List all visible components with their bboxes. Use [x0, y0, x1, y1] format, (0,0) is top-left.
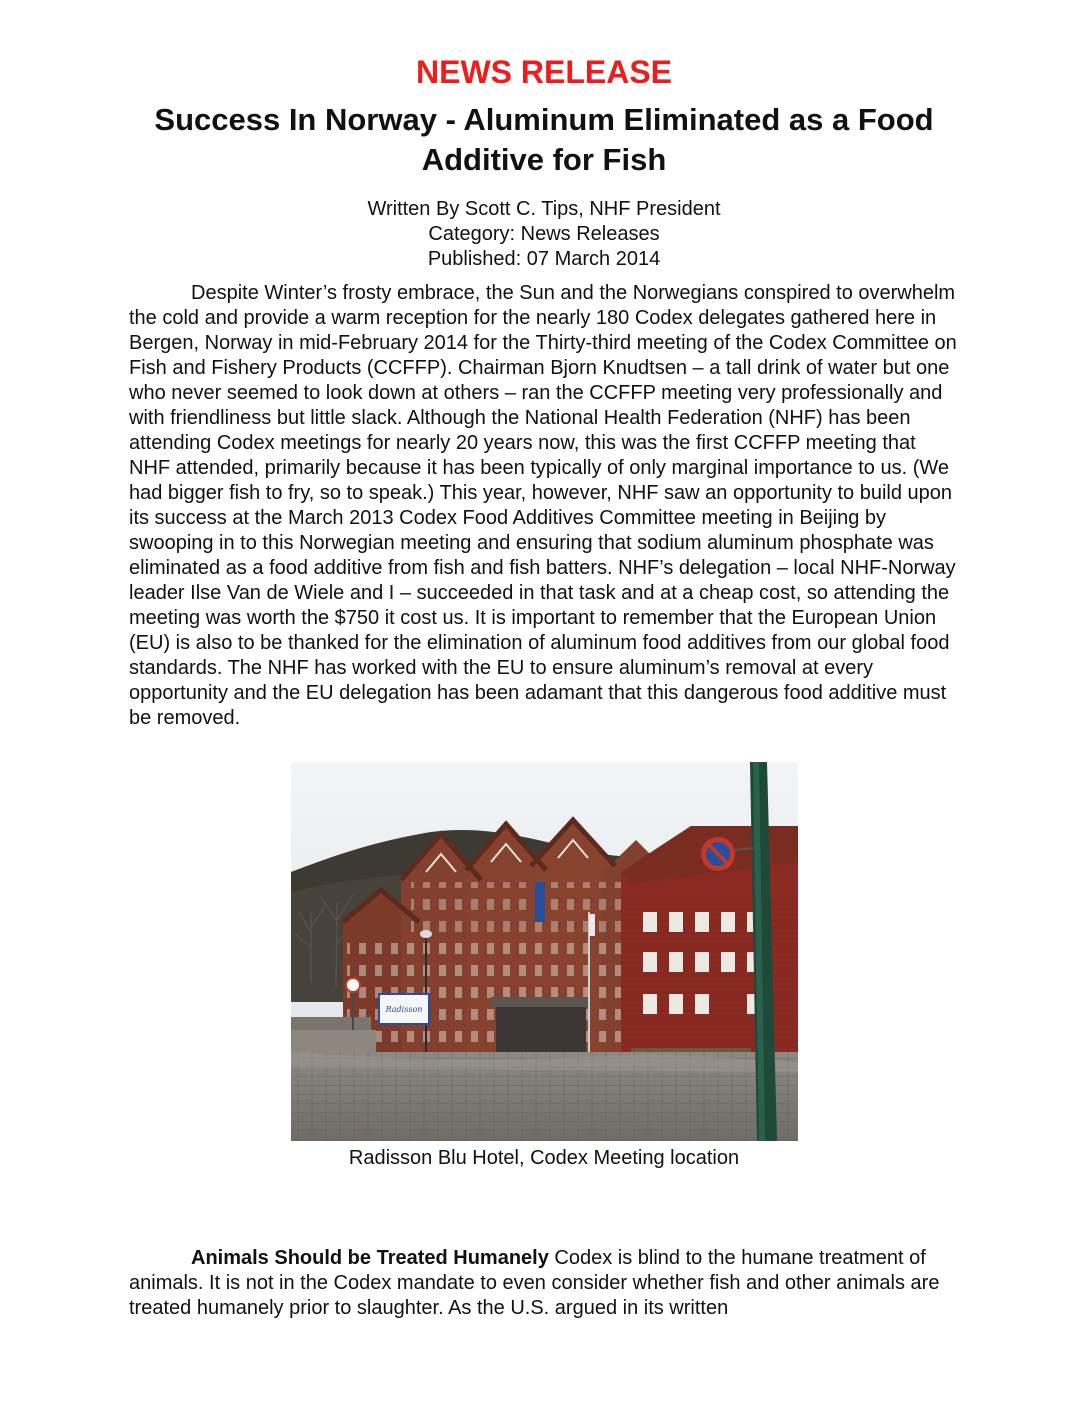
category-line: Category: News Releases: [428, 223, 660, 245]
photo-sign-text: Radisson: [385, 1005, 423, 1014]
article-paragraph: Despite Winter’s frosty embrace, the Sun and the Norwegians conspired to overwhelm the cold and provide a warm reception for the nearly 180 Codex delegates gathered here in Bergen, Norway in mid-February 2014 for the Thirty-third meeting of the Codex Committee on Fish and Fishery Products (CCFFP). Chairman Bjorn Knudtsen – a tall drink of water but one who never seemed to look down at others – ran the CCFFP meeting very professionally and with friendliness but little slack. Although the National Health Federation (NHF) has been attending Codex meetings for nearly 20 years now, this was the first CCFFP meeting that NHF attended, primarily because it has been typically of only marginal importance to us. (We had bigger fish to fry, so to speak.) This year, however, NHF saw an opportunity to build upon its success at the March 2013 Codex Food Additives Committee meeting in Beijing by swooping in to this Norwegian meeting and ensuring that sodium aluminum phosphate was eliminated as a food additive from fish and fish batters. NHF’s delegation – local NHF-Norway leader Ilse Van de Wiele and I – succeeded in that task and at a cheap cost, so attending the meeting was worth the $750 it cost us. It is important to remember that the European Union (EU) is also to be thanked for the elimination of aluminum food additives from our global food standards. The NHF has worked with the EU to ensure aluminum’s removal at every opportunity and the EU delegation has been adamant that this dangerous food additive must be removed.: [129, 282, 957, 729]
article-meta: [0, 197, 1088, 272]
photo-caption: Radisson Blu Hotel, Codex Meeting location: [348, 1147, 740, 1169]
news-release-label: NEWS RELEASE: [415, 54, 673, 90]
hotel-photo: [291, 762, 798, 1141]
author-line: Written By Scott C. Tips, NHF President: [367, 198, 721, 220]
article-paragraph-humane: [129, 1246, 959, 1321]
section-heading: Animals Should be Treated Humanely: [191, 1247, 549, 1269]
section-text: Codex is blind to the humane treatment of animals. It is not in the Codex mandate to even consider whether fish and other animals are treated humanely prior to slaughter. As the U.S. argued in its written: [129, 1247, 940, 1319]
published-line: Published: 07 March 2014: [427, 248, 661, 270]
page-title: Success In Norway - Aluminum Eliminated as a Food Additive for Fish: [154, 102, 934, 177]
